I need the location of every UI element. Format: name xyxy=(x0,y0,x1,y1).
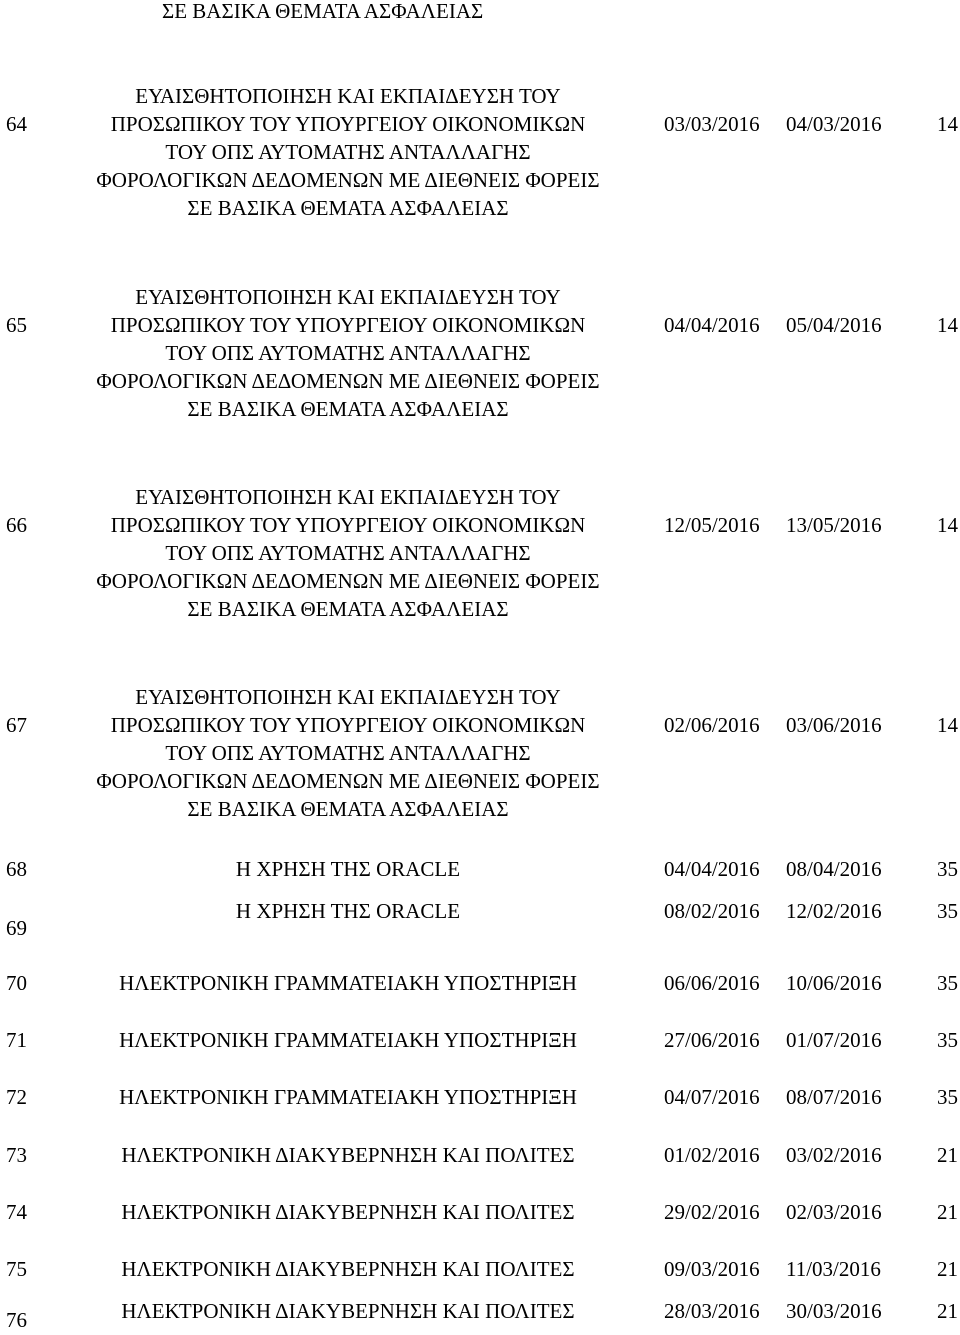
title-line: ΗΛΕΚΤΡΟΝΙΚΗ ΔΙΑΚΥΒΕΡΝΗΣΗ ΚΑΙ ΠΟΛΙΤΕΣ xyxy=(121,1257,575,1281)
row-number: 68 xyxy=(6,857,27,881)
row-number: 75 xyxy=(6,1257,27,1281)
hours: 14 xyxy=(937,313,958,337)
title-line: ΗΛΕΚΤΡΟΝΙΚΗ ΓΡΑΜΜΑΤΕΙΑΚΗ ΥΠΟΣΤΗΡΙΞΗ xyxy=(119,1085,577,1109)
start-date: 04/04/2016 xyxy=(664,857,760,881)
start-date: 12/05/2016 xyxy=(664,513,760,537)
end-date: 01/07/2016 xyxy=(786,1028,882,1052)
hours: 14 xyxy=(937,112,958,136)
end-date: 03/06/2016 xyxy=(786,713,882,737)
end-date: 03/02/2016 xyxy=(786,1143,882,1167)
hours: 35 xyxy=(937,1028,958,1052)
start-date: 04/07/2016 xyxy=(664,1085,760,1109)
start-date: 06/06/2016 xyxy=(664,971,760,995)
title-line: ΗΛΕΚΤΡΟΝΙΚΗ ΔΙΑΚΥΒΕΡΝΗΣΗ ΚΑΙ ΠΟΛΙΤΕΣ xyxy=(121,1200,575,1224)
title-line: ΕΥΑΙΣΘΗΤΟΠΟΙΗΣΗ ΚΑΙ ΕΚΠΑΙΔΕΥΣΗ ΤΟΥ xyxy=(135,485,561,509)
hours: 35 xyxy=(937,899,958,923)
title-line: ΦΟΡΟΛΟΓΙΚΩΝ ΔΕΔΟΜΕΝΩΝ ΜΕ ΔΙΕΘΝΕΙΣ ΦΟΡΕΙΣ xyxy=(96,769,600,793)
row-number: 73 xyxy=(6,1143,27,1167)
hours: 14 xyxy=(937,513,958,537)
hours: 35 xyxy=(937,1085,958,1109)
end-date: 12/02/2016 xyxy=(786,899,882,923)
end-date: 02/03/2016 xyxy=(786,1200,882,1224)
title-line: ΣΕ ΒΑΣΙΚΑ ΘΕΜΑΤΑ ΑΣΦΑΛΕΙΑΣ xyxy=(187,797,509,821)
hours: 21 xyxy=(937,1257,958,1281)
course-title xyxy=(48,483,648,623)
course-title xyxy=(48,1141,648,1169)
start-date: 27/06/2016 xyxy=(664,1028,760,1052)
title-line: ΦΟΡΟΛΟΓΙΚΩΝ ΔΕΔΟΜΕΝΩΝ ΜΕ ΔΙΕΘΝΕΙΣ ΦΟΡΕΙΣ xyxy=(96,168,600,192)
title-line: ΤΟΥ ΟΠΣ ΑΥΤΟΜΑΤΗΣ ΑΝΤΑΛΛΑΓΗΣ xyxy=(165,341,531,365)
title-line: ΤΟΥ ΟΠΣ ΑΥΤΟΜΑΤΗΣ ΑΝΤΑΛΛΑΓΗΣ xyxy=(165,140,531,164)
top-fragment: ΣΕ ΒΑΣΙΚΑ ΘΕΜΑΤΑ ΑΣΦΑΛΕΙΑΣ xyxy=(162,0,484,23)
title-line: ΗΛΕΚΤΡΟΝΙΚΗ ΔΙΑΚΥΒΕΡΝΗΣΗ ΚΑΙ ΠΟΛΙΤΕΣ xyxy=(121,1143,575,1167)
hours: 35 xyxy=(937,857,958,881)
row-number: 69 xyxy=(6,916,27,940)
course-title xyxy=(48,855,648,883)
title-line: ΣΕ ΒΑΣΙΚΑ ΘΕΜΑΤΑ ΑΣΦΑΛΕΙΑΣ xyxy=(187,597,509,621)
title-line: ΕΥΑΙΣΘΗΤΟΠΟΙΗΣΗ ΚΑΙ ΕΚΠΑΙΔΕΥΣΗ ΤΟΥ xyxy=(135,685,561,709)
course-title xyxy=(48,283,648,423)
start-date: 01/02/2016 xyxy=(664,1143,760,1167)
title-line: ΕΥΑΙΣΘΗΤΟΠΟΙΗΣΗ ΚΑΙ ΕΚΠΑΙΔΕΥΣΗ ΤΟΥ xyxy=(135,84,561,108)
course-title xyxy=(48,82,648,222)
start-date: 09/03/2016 xyxy=(664,1257,760,1281)
row-number: 66 xyxy=(6,513,27,537)
title-line: ΗΛΕΚΤΡΟΝΙΚΗ ΔΙΑΚΥΒΕΡΝΗΣΗ ΚΑΙ ΠΟΛΙΤΕΣ xyxy=(121,1299,575,1323)
hours: 14 xyxy=(937,713,958,737)
title-line: ΦΟΡΟΛΟΓΙΚΩΝ ΔΕΔΟΜΕΝΩΝ ΜΕ ΔΙΕΘΝΕΙΣ ΦΟΡΕΙΣ xyxy=(96,369,600,393)
title-line: ΗΛΕΚΤΡΟΝΙΚΗ ΓΡΑΜΜΑΤΕΙΑΚΗ ΥΠΟΣΤΗΡΙΞΗ xyxy=(119,1028,577,1052)
end-date: 08/04/2016 xyxy=(786,857,882,881)
row-number: 76 xyxy=(6,1308,27,1332)
course-title xyxy=(48,897,648,925)
course-title xyxy=(48,1083,648,1111)
title-line: ΗΛΕΚΤΡΟΝΙΚΗ ΓΡΑΜΜΑΤΕΙΑΚΗ ΥΠΟΣΤΗΡΙΞΗ xyxy=(119,971,577,995)
end-date: 13/05/2016 xyxy=(786,513,882,537)
hours: 21 xyxy=(937,1200,958,1224)
start-date: 28/03/2016 xyxy=(664,1299,760,1323)
row-number: 64 xyxy=(6,112,27,136)
end-date: 05/04/2016 xyxy=(786,313,882,337)
start-date: 29/02/2016 xyxy=(664,1200,760,1224)
row-number: 67 xyxy=(6,713,27,737)
title-line: ΠΡΟΣΩΠΙΚΟΥ ΤΟΥ ΥΠΟΥΡΓΕΙΟΥ ΟΙΚΟΝΟΜΙΚΩΝ xyxy=(110,513,586,537)
title-line: Η ΧΡΗΣΗ ΤΗΣ ORACLE xyxy=(235,899,461,923)
hours: 21 xyxy=(937,1299,958,1323)
course-title xyxy=(48,969,648,997)
end-date: 11/03/2016 xyxy=(786,1257,881,1281)
start-date: 08/02/2016 xyxy=(664,899,760,923)
title-line: ΠΡΟΣΩΠΙΚΟΥ ΤΟΥ ΥΠΟΥΡΓΕΙΟΥ ΟΙΚΟΝΟΜΙΚΩΝ xyxy=(110,112,586,136)
end-date: 04/03/2016 xyxy=(786,112,882,136)
title-line: ΕΥΑΙΣΘΗΤΟΠΟΙΗΣΗ ΚΑΙ ΕΚΠΑΙΔΕΥΣΗ ΤΟΥ xyxy=(135,285,561,309)
title-line: Η ΧΡΗΣΗ ΤΗΣ ORACLE xyxy=(235,857,461,881)
title-line: ΦΟΡΟΛΟΓΙΚΩΝ ΔΕΔΟΜΕΝΩΝ ΜΕ ΔΙΕΘΝΕΙΣ ΦΟΡΕΙΣ xyxy=(96,569,600,593)
course-title xyxy=(48,1297,648,1325)
title-line: ΠΡΟΣΩΠΙΚΟΥ ΤΟΥ ΥΠΟΥΡΓΕΙΟΥ ΟΙΚΟΝΟΜΙΚΩΝ xyxy=(110,713,586,737)
end-date: 10/06/2016 xyxy=(786,971,882,995)
row-number: 71 xyxy=(6,1028,27,1052)
course-title xyxy=(48,1198,648,1226)
course-title xyxy=(48,1255,648,1283)
title-line: ΤΟΥ ΟΠΣ ΑΥΤΟΜΑΤΗΣ ΑΝΤΑΛΛΑΓΗΣ xyxy=(165,541,531,565)
end-date: 30/03/2016 xyxy=(786,1299,882,1323)
row-number: 70 xyxy=(6,971,27,995)
start-date: 04/04/2016 xyxy=(664,313,760,337)
hours: 35 xyxy=(937,971,958,995)
start-date: 02/06/2016 xyxy=(664,713,760,737)
title-line: ΣΕ ΒΑΣΙΚΑ ΘΕΜΑΤΑ ΑΣΦΑΛΕΙΑΣ xyxy=(187,196,509,220)
course-title xyxy=(48,1026,648,1054)
row-number: 74 xyxy=(6,1200,27,1224)
row-number: 65 xyxy=(6,313,27,337)
end-date: 08/07/2016 xyxy=(786,1085,882,1109)
title-line: ΤΟΥ ΟΠΣ ΑΥΤΟΜΑΤΗΣ ΑΝΤΑΛΛΑΓΗΣ xyxy=(165,741,531,765)
title-line: ΣΕ ΒΑΣΙΚΑ ΘΕΜΑΤΑ ΑΣΦΑΛΕΙΑΣ xyxy=(187,397,509,421)
hours: 21 xyxy=(937,1143,958,1167)
start-date: 03/03/2016 xyxy=(664,112,760,136)
course-title xyxy=(48,683,648,823)
title-line: ΠΡΟΣΩΠΙΚΟΥ ΤΟΥ ΥΠΟΥΡΓΕΙΟΥ ΟΙΚΟΝΟΜΙΚΩΝ xyxy=(110,313,586,337)
row-number: 72 xyxy=(6,1085,27,1109)
